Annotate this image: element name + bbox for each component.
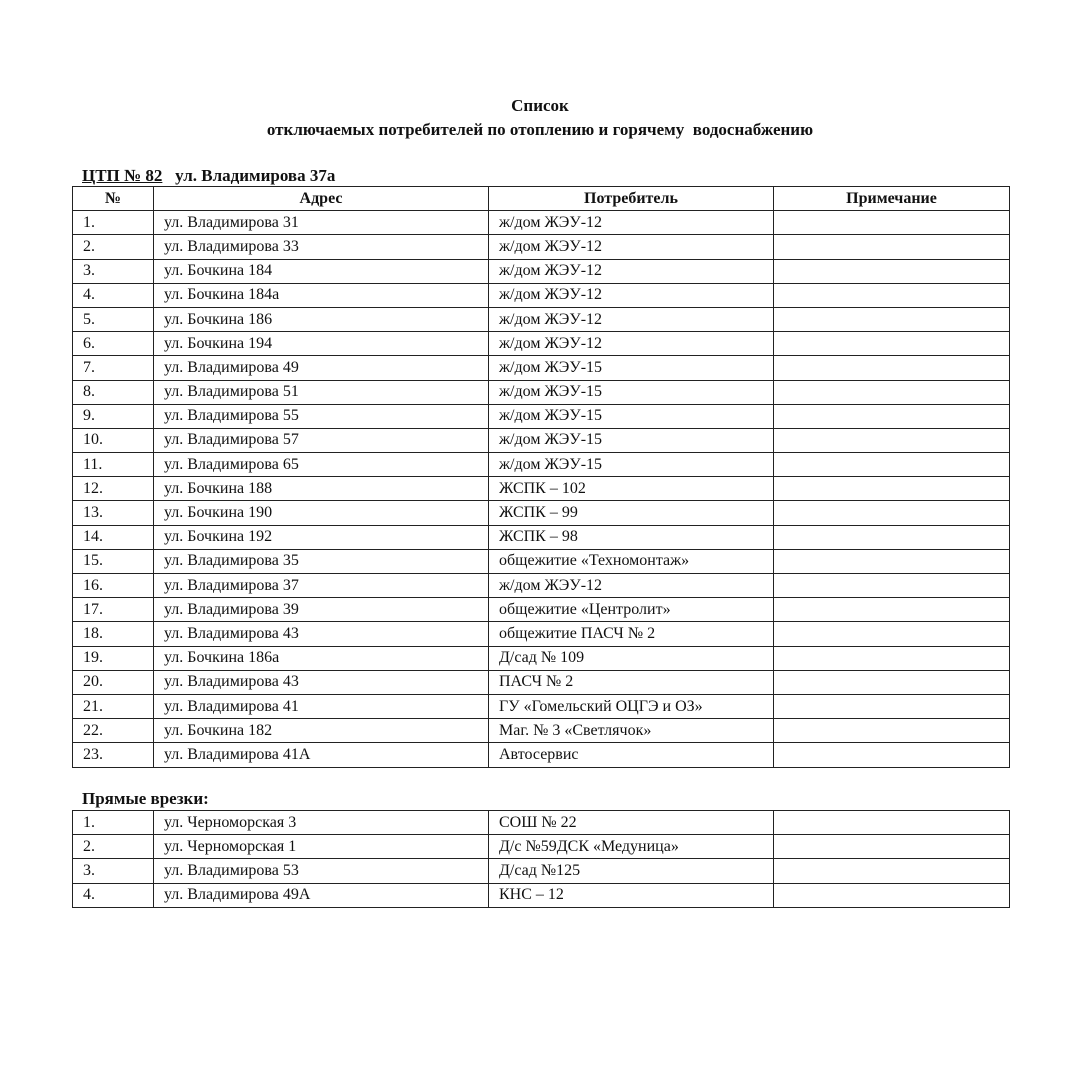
table-row xyxy=(73,835,1010,859)
cell-note xyxy=(774,670,1010,694)
cell-address: ул. Владимирова 41А xyxy=(154,743,489,767)
cell-consumer: общежитие «Центролит» xyxy=(489,598,774,622)
cell-address: ул. Владимирова 37 xyxy=(154,574,489,598)
direct-connections-table-body xyxy=(73,811,1010,908)
cell-address: ул. Бочкина 194 xyxy=(154,332,489,356)
cell-address: ул. Бочкина 188 xyxy=(154,477,489,501)
cell-address: ул. Владимирова 31 xyxy=(154,211,489,235)
cell-note xyxy=(774,380,1010,404)
cell-address: ул. Владимирова 51 xyxy=(154,380,489,404)
cell-number: 4. xyxy=(73,283,154,307)
cell-address: ул. Черноморская 1 xyxy=(154,835,489,859)
table-row xyxy=(73,574,1010,598)
cell-number: 17. xyxy=(73,598,154,622)
cell-address: ул. Владимирова 35 xyxy=(154,549,489,573)
cell-consumer: ГУ «Гомельский ОЦГЭ и ОЗ» xyxy=(489,694,774,718)
cell-note xyxy=(774,646,1010,670)
cell-note xyxy=(774,835,1010,859)
cell-number: 19. xyxy=(73,646,154,670)
cell-address: ул. Владимирова 39 xyxy=(154,598,489,622)
ctp-address: ул. Владимирова 37а xyxy=(175,166,336,185)
cell-number: 18. xyxy=(73,622,154,646)
cell-number: 2. xyxy=(73,835,154,859)
cell-note xyxy=(774,883,1010,907)
ctp-label: ЦТП № 82 xyxy=(82,166,163,185)
cell-address: ул. Владимирова 65 xyxy=(154,453,489,477)
cell-address: ул. Владимирова 57 xyxy=(154,428,489,452)
cell-consumer: ПАСЧ № 2 xyxy=(489,670,774,694)
cell-consumer: КНС – 12 xyxy=(489,883,774,907)
table-row xyxy=(73,404,1010,428)
cell-number: 3. xyxy=(73,859,154,883)
cell-note xyxy=(774,453,1010,477)
cell-note xyxy=(774,404,1010,428)
cell-note xyxy=(774,283,1010,307)
cell-note xyxy=(774,811,1010,835)
header-address: Адрес xyxy=(154,187,489,211)
table-row xyxy=(73,235,1010,259)
header-note: Примечание xyxy=(774,187,1010,211)
cell-address: ул. Бочкина 186а xyxy=(154,646,489,670)
table-row xyxy=(73,694,1010,718)
cell-note xyxy=(774,356,1010,380)
cell-number: 10. xyxy=(73,428,154,452)
cell-note xyxy=(774,549,1010,573)
cell-number: 23. xyxy=(73,743,154,767)
cell-address: ул. Бочкина 190 xyxy=(154,501,489,525)
cell-consumer: Автосервис xyxy=(489,743,774,767)
cell-note xyxy=(774,211,1010,235)
cell-address: ул. Владимирова 49А xyxy=(154,883,489,907)
cell-note xyxy=(774,574,1010,598)
cell-consumer: ж/дом ЖЭУ-15 xyxy=(489,428,774,452)
cell-consumer: ж/дом ЖЭУ-12 xyxy=(489,235,774,259)
cell-note xyxy=(774,235,1010,259)
cell-note xyxy=(774,598,1010,622)
cell-consumer: ж/дом ЖЭУ-12 xyxy=(489,211,774,235)
cell-address: ул. Владимирова 33 xyxy=(154,235,489,259)
cell-number: 4. xyxy=(73,883,154,907)
cell-consumer: ж/дом ЖЭУ-12 xyxy=(489,307,774,331)
section-heading-ctp xyxy=(82,166,335,186)
table-row xyxy=(73,883,1010,907)
table-row xyxy=(73,283,1010,307)
consumers-table-body xyxy=(73,211,1010,767)
table-row xyxy=(73,356,1010,380)
table-row xyxy=(73,380,1010,404)
cell-number: 20. xyxy=(73,670,154,694)
cell-number: 14. xyxy=(73,525,154,549)
table-row xyxy=(73,332,1010,356)
cell-consumer: общежитие ПАСЧ № 2 xyxy=(489,622,774,646)
cell-consumer: Д/сад №125 xyxy=(489,859,774,883)
cell-address: ул. Владимирова 49 xyxy=(154,356,489,380)
document-subtitle: отключаемых потребителей по отоплению и горячему водоснабжению xyxy=(266,120,814,139)
table-row xyxy=(73,453,1010,477)
table-row xyxy=(73,477,1010,501)
cell-consumer: общежитие «Техномонтаж» xyxy=(489,549,774,573)
cell-number: 1. xyxy=(73,811,154,835)
document-title: Список xyxy=(511,96,569,115)
cell-consumer: Д/сад № 109 xyxy=(489,646,774,670)
cell-number: 11. xyxy=(73,453,154,477)
table-header-row xyxy=(73,187,1010,211)
cell-number: 2. xyxy=(73,235,154,259)
cell-number: 5. xyxy=(73,307,154,331)
table-row xyxy=(73,743,1010,767)
cell-note xyxy=(774,859,1010,883)
cell-address: ул. Бочкина 192 xyxy=(154,525,489,549)
cell-number: 8. xyxy=(73,380,154,404)
cell-address: ул. Бочкина 184а xyxy=(154,283,489,307)
cell-address: ул. Владимирова 41 xyxy=(154,694,489,718)
table-row xyxy=(73,622,1010,646)
cell-number: 22. xyxy=(73,719,154,743)
direct-connections-table xyxy=(72,810,1010,908)
cell-address: ул. Бочкина 186 xyxy=(154,307,489,331)
table-row xyxy=(73,646,1010,670)
table-row xyxy=(73,211,1010,235)
cell-consumer: Д/с №59ДСК «Медуница» xyxy=(489,835,774,859)
table-row xyxy=(73,259,1010,283)
cell-consumer: ж/дом ЖЭУ-12 xyxy=(489,259,774,283)
table-row xyxy=(73,549,1010,573)
cell-note xyxy=(774,719,1010,743)
table-row xyxy=(73,859,1010,883)
cell-number: 9. xyxy=(73,404,154,428)
cell-number: 21. xyxy=(73,694,154,718)
consumers-table xyxy=(72,186,1010,768)
cell-address: ул. Владимирова 43 xyxy=(154,622,489,646)
cell-consumer: ж/дом ЖЭУ-15 xyxy=(489,453,774,477)
cell-number: 1. xyxy=(73,211,154,235)
title-block xyxy=(0,94,1080,142)
table-row xyxy=(73,670,1010,694)
cell-address: ул. Владимирова 53 xyxy=(154,859,489,883)
cell-note xyxy=(774,694,1010,718)
cell-consumer: ж/дом ЖЭУ-12 xyxy=(489,574,774,598)
cell-consumer: ж/дом ЖЭУ-15 xyxy=(489,356,774,380)
cell-address: ул. Черноморская 3 xyxy=(154,811,489,835)
cell-note xyxy=(774,428,1010,452)
cell-number: 6. xyxy=(73,332,154,356)
header-consumer: Потребитель xyxy=(489,187,774,211)
cell-consumer: ж/дом ЖЭУ-15 xyxy=(489,404,774,428)
cell-consumer: Маг. № 3 «Светлячок» xyxy=(489,719,774,743)
cell-number: 12. xyxy=(73,477,154,501)
cell-consumer: СОШ № 22 xyxy=(489,811,774,835)
table-row xyxy=(73,811,1010,835)
table-row xyxy=(73,719,1010,743)
cell-number: 16. xyxy=(73,574,154,598)
cell-address: ул. Владимирова 43 xyxy=(154,670,489,694)
cell-note xyxy=(774,259,1010,283)
cell-note xyxy=(774,622,1010,646)
cell-consumer: ж/дом ЖЭУ-12 xyxy=(489,332,774,356)
cell-address: ул. Бочкина 184 xyxy=(154,259,489,283)
cell-note xyxy=(774,501,1010,525)
cell-consumer: ЖСПК – 98 xyxy=(489,525,774,549)
cell-consumer: ЖСПК – 102 xyxy=(489,477,774,501)
table-row xyxy=(73,598,1010,622)
cell-note xyxy=(774,525,1010,549)
cell-address: ул. Владимирова 55 xyxy=(154,404,489,428)
cell-note xyxy=(774,477,1010,501)
table-row xyxy=(73,307,1010,331)
table-row xyxy=(73,428,1010,452)
cell-consumer: ЖСПК – 99 xyxy=(489,501,774,525)
cell-number: 13. xyxy=(73,501,154,525)
cell-note xyxy=(774,332,1010,356)
table-row xyxy=(73,525,1010,549)
header-number: № xyxy=(73,187,154,211)
cell-note xyxy=(774,307,1010,331)
cell-address: ул. Бочкина 182 xyxy=(154,719,489,743)
cell-note xyxy=(774,743,1010,767)
cell-consumer: ж/дом ЖЭУ-15 xyxy=(489,380,774,404)
cell-number: 7. xyxy=(73,356,154,380)
cell-number: 3. xyxy=(73,259,154,283)
cell-consumer: ж/дом ЖЭУ-12 xyxy=(489,283,774,307)
cell-number: 15. xyxy=(73,549,154,573)
section-heading-direct: Прямые врезки: xyxy=(82,789,209,808)
table-row xyxy=(73,501,1010,525)
